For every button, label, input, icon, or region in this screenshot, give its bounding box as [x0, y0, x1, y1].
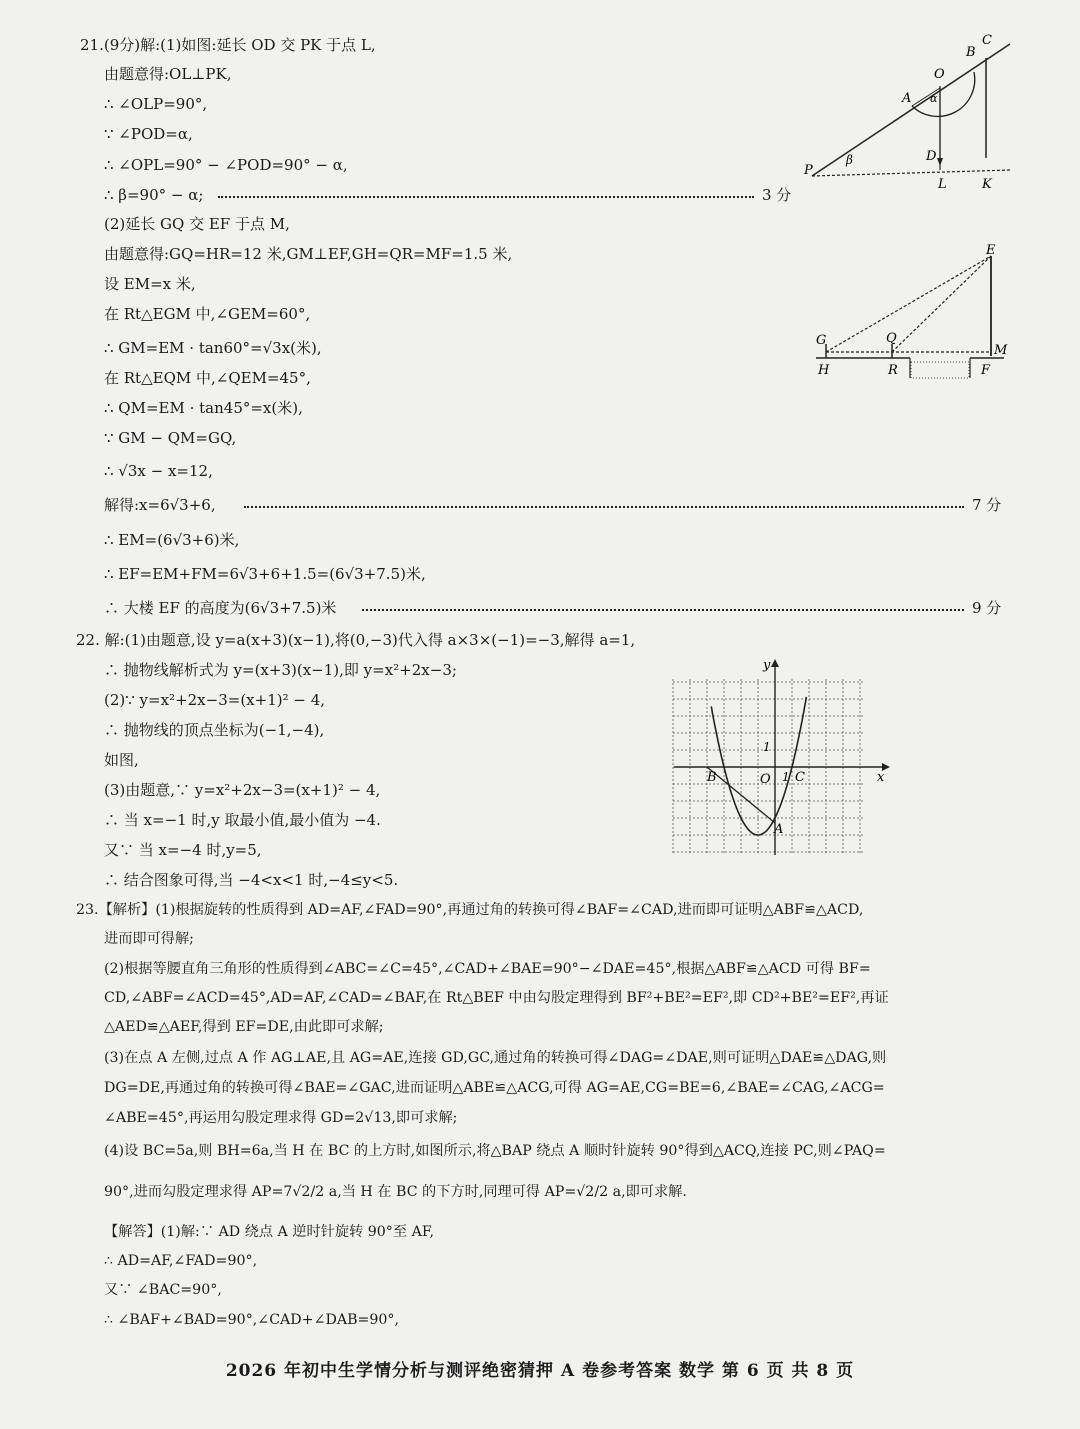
q21-line: ∴ ∠OLP=90°,: [104, 95, 208, 113]
q22-parabola-graph: [670, 655, 895, 865]
q22-line: (2)∵ y=x²+2x−3=(x+1)² − 4,: [104, 691, 326, 709]
q21-line: 由题意得:OL⊥PK,: [104, 65, 232, 83]
q23-line: (4)设 BC=5a,则 BH=6a,当 H 在 BC 的上方时,如图所示,将△BAP 绕点 A 顺时针旋转 90°得到△ACQ,连接 PC,则∠PAQ=: [104, 1143, 886, 1159]
q23-line: △AED≌△AEF,得到 EF=DE,由此即可求解;: [104, 1019, 384, 1035]
page-footer: 2026 年初中生学情分析与测评绝密猜押 A 卷参考答案 数学 第 6 页 共 8 页: [225, 1361, 855, 1381]
q22-line: ∴ 抛物线的顶点坐标为(−1,−4),: [104, 721, 325, 739]
q21-figure-slope: [800, 30, 1015, 200]
fig1-label: B: [966, 45, 976, 60]
q21-line: 设 EM=x 米,: [104, 275, 196, 293]
q22-line: 22. 解:(1)由题意,设 y=a(x+3)(x−1),将(0,−3)代入得 a×3×(−1)=−3,解得 a=1,: [76, 631, 636, 649]
fig2-label: Q: [886, 331, 897, 346]
q21-line: (2)延长 GQ 交 EF 于点 M,: [104, 215, 290, 233]
graph-label: C: [795, 770, 805, 785]
q21-line: 解得:x=6√3+6,: [104, 496, 216, 514]
q23-line: 进而即可得解;: [104, 931, 194, 947]
fig2-label: G: [816, 333, 827, 348]
graph-label: 1: [763, 740, 771, 754]
score-mark: 9 分: [972, 599, 1002, 617]
q23-line: DG=DE,再通过角的转换可得∠BAE=∠GAC,进而证明△ABE≌△ACG,可得 AG=AE,CG=BE=6,∠BAE=∠CAG,∠ACG=: [104, 1080, 885, 1096]
score-leader: [244, 506, 964, 508]
q21-line: ∴ 大楼 EF 的高度为(6√3+7.5)米: [104, 599, 337, 617]
fig2-label: E: [986, 243, 996, 258]
q21-line: ∴ GM=EM · tan60°=√3x(米),: [104, 339, 322, 357]
fig1-label: O: [934, 67, 945, 82]
q23-line: 【解答】(1)解:∵ AD 绕点 A 逆时针旋转 90°至 AF,: [104, 1224, 434, 1240]
q21-line: ∴ EM=(6√3+6)米,: [104, 531, 240, 549]
parabola-curve: [711, 697, 806, 835]
q23-line: 90°,进而勾股定理求得 AP=7√2/2 a,当 H 在 BC 的下方时,同理可得 AP=√2/2 a,即可求解.: [104, 1184, 687, 1200]
fig1-label: K: [982, 177, 992, 192]
q21-line: ∴ EF=EM+FM=6√3+6+1.5=(6√3+7.5)米,: [104, 565, 426, 583]
q21-line: ∵ ∠POD=α,: [104, 125, 193, 143]
q21-line: ∴ √3x − x=12,: [104, 462, 213, 480]
q22-line: (3)由题意,∵ y=x²+2x−3=(x+1)² − 4,: [104, 781, 381, 799]
fig1-label: P: [804, 163, 813, 178]
q23-line: ∴ AD=AF,∠FAD=90°,: [104, 1253, 258, 1269]
q21-line: ∴ QM=EM · tan45°=x(米),: [104, 399, 303, 417]
q21-line: ∴ ∠OPL=90° − ∠POD=90° − α,: [104, 156, 348, 174]
fig1-label: α: [930, 92, 938, 105]
q21-header: 21.(9分)解:(1)如图:延长 OD 交 PK 于点 L,: [80, 36, 376, 54]
fig2-label: M: [994, 343, 1008, 358]
q21-line: 由题意得:GQ=HR=12 米,GM⊥EF,GH=QR=MF=1.5 米,: [104, 245, 513, 263]
graph-label: y: [763, 658, 771, 673]
q21-line: 在 Rt△EGM 中,∠GEM=60°,: [104, 305, 311, 323]
q22-line: ∴ 抛物线解析式为 y=(x+3)(x−1),即 y=x²+2x−3;: [104, 661, 457, 679]
graph-label: O: [760, 772, 771, 787]
fig1-label: C: [982, 33, 992, 48]
q21-line: 在 Rt△EQM 中,∠QEM=45°,: [104, 369, 311, 387]
q21-figure-building: [808, 238, 1018, 383]
fig2-label: H: [818, 363, 830, 378]
q22-line: 又∵ 当 x=−4 时,y=5,: [104, 841, 262, 859]
q23-line: ∠ABE=45°,再运用勾股定理求得 GD=2√13,即可求解;: [104, 1110, 458, 1126]
q21-line: ∴ β=90° − α;: [104, 186, 204, 204]
q23-line: ∴ ∠BAF+∠BAD=90°,∠CAD+∠DAB=90°,: [104, 1312, 400, 1328]
q23-line: 又∵ ∠BAC=90°,: [104, 1282, 222, 1298]
graph-label: B: [707, 770, 717, 785]
q23-line: CD,∠ABF=∠ACD=45°,AD=AF,∠CAD=∠BAF,在 Rt△BEF 中由勾股定理得到 BF²+BE²=EF²,即 CD²+BE²=EF²,再证: [104, 990, 889, 1006]
score-mark: 3 分: [762, 186, 792, 204]
score-leader: [362, 609, 964, 611]
fig1-label: β: [846, 153, 853, 167]
q23-line: (3)在点 A 左侧,过点 A 作 AG⊥AE,且 AG=AE,连接 GD,GC,通过角的转换可得∠DAG=∠DAE,则可证明△DAE≌△DAG,则: [104, 1050, 887, 1066]
q22-line: 如图,: [104, 751, 139, 769]
fig1-label: L: [938, 177, 947, 192]
score-leader: [218, 196, 754, 198]
q22-line: ∴ 结合图象可得,当 −4<x<1 时,−4≤y<5.: [104, 871, 399, 889]
graph-label: A: [774, 822, 784, 837]
fig2-label: F: [981, 363, 991, 378]
q23-line: 23.【解析】(1)根据旋转的性质得到 AD=AF,∠FAD=90°,再通过角的转换可得∠BAF=∠CAD,进而即可证明△ABF≌△ACD,: [76, 902, 864, 918]
graph-label: x: [877, 770, 885, 785]
fig2-label: R: [888, 363, 898, 378]
fig1-label: D: [926, 149, 937, 164]
graph-label: 1: [782, 770, 790, 784]
q22-line: ∴ 当 x=−1 时,y 取最小值,最小值为 −4.: [104, 811, 381, 829]
fig1-label: A: [902, 91, 912, 106]
score-mark: 7 分: [972, 496, 1002, 514]
q21-line: ∵ GM − QM=GQ,: [104, 429, 237, 447]
q23-line: (2)根据等腰直角三角形的性质得到∠ABC=∠C=45°,∠CAD+∠BAE=90°−∠DAE=45°,根据△ABF≌△ACD 可得 BF=: [104, 961, 871, 977]
